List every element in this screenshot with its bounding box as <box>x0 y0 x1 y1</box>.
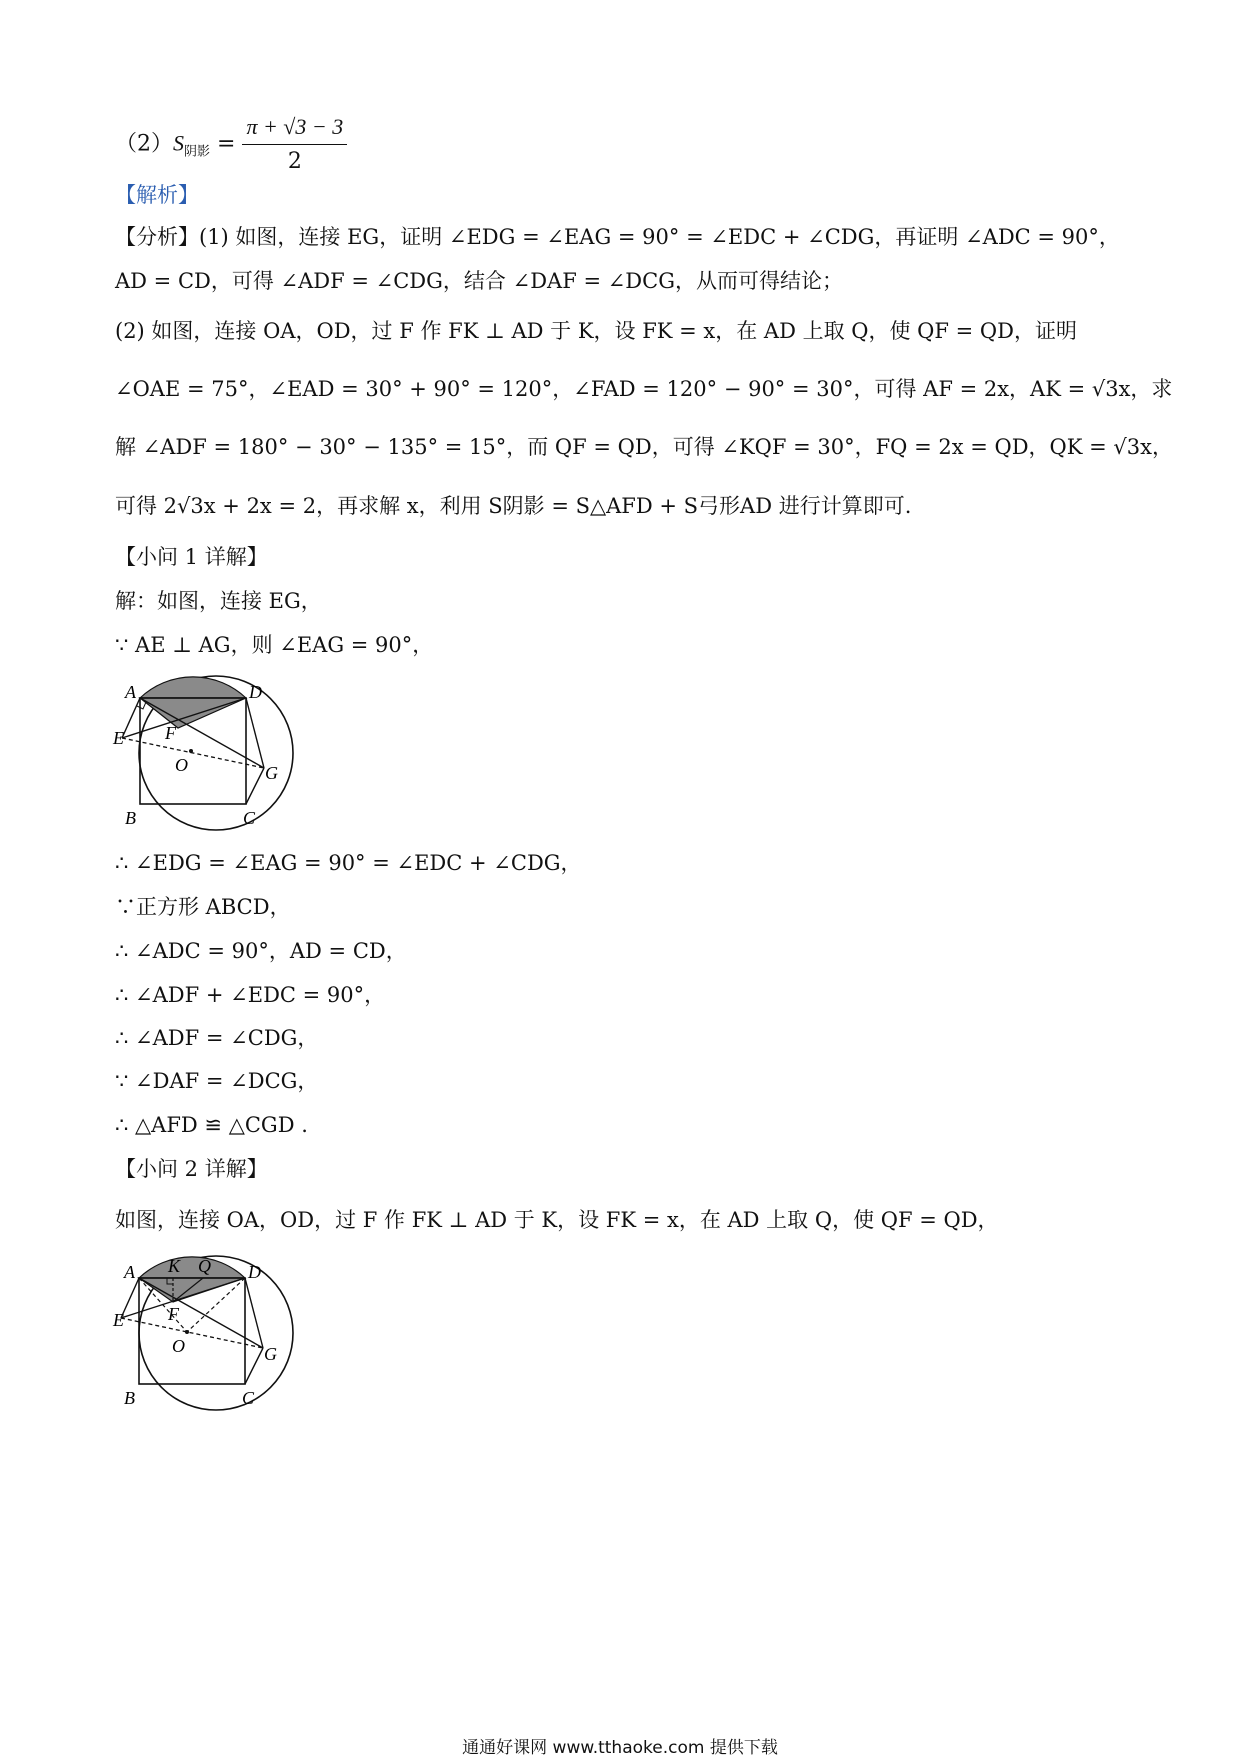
label-b: B <box>125 808 136 828</box>
fraction-denominator: 2 <box>287 149 302 174</box>
shaded-region <box>140 677 246 698</box>
figure-2-geometry <box>115 1242 335 1422</box>
segment-eg <box>121 1318 263 1348</box>
label-b: B <box>124 1388 135 1408</box>
q1-line-9: ∴ △AFD ≌ △CGD . <box>115 1113 308 1137</box>
analysis-line-4: ∠OAE = 75°，∠EAD = 30° + 90° = 120°，∠FAD = 120° − 90° = 30°，可得 AF = 2x，AK = √3x，求 <box>115 377 1173 401</box>
analysis-line-2: AD = CD，可得 ∠ADF = ∠CDG，结合 ∠DAF = ∠DCG，从而可得结论； <box>115 269 843 293</box>
label-e: E <box>113 1310 124 1330</box>
label-e: E <box>113 728 124 748</box>
q1-line-2: ∵ AE ⊥ AG，则 ∠EAG = 90°， <box>115 633 434 657</box>
page-footer: 通通好课网 www.tthaoke.com 提供下载 <box>462 1738 778 1758</box>
analysis-line-5: 解 ∠ADF = 180° − 30° − 135° = 15°，而 QF = QD，可得 ∠KQF = 30°，FQ = 2x = QD，QK = √3x， <box>115 435 1173 459</box>
segment-cg <box>245 1348 263 1384</box>
center-point <box>189 749 193 753</box>
label-q: Q <box>198 1256 211 1276</box>
answer-fraction <box>242 112 347 177</box>
label-o: O <box>175 755 188 775</box>
q1-line-8: ∵ ∠DAF = ∠DCG， <box>115 1069 319 1093</box>
equals-sign: = <box>210 131 243 157</box>
figure-1-geometry <box>115 664 335 844</box>
center-point <box>185 1330 189 1334</box>
label-f: F <box>165 723 176 743</box>
q1-line-3: ∴ ∠EDG = ∠EAG = 90° = ∠EDC + ∠CDG， <box>115 851 582 875</box>
label-d: D <box>248 1262 261 1282</box>
q2-line-1: 如图，连接 OA，OD，过 F 作 FK ⊥ AD 于 K，设 FK = x，在 AD 上取 Q，使 QF = QD， <box>115 1208 999 1232</box>
part2-answer <box>115 112 347 177</box>
label-k: K <box>168 1256 181 1276</box>
q1-line-1: 解：如图，连接 EG， <box>115 589 322 613</box>
q2-header: 【小问 2 详解】 <box>115 1157 268 1181</box>
area-symbol: S <box>173 130 184 156</box>
label-d: D <box>249 682 262 702</box>
analysis-line-3: (2) 如图，连接 OA，OD，过 F 作 FK ⊥ AD 于 K，设 FK = x，在 AD 上取 Q，使 QF = QD，证明 <box>115 319 1077 343</box>
analysis-line-1: 【分析】(1) 如图，连接 EG，证明 ∠EDG = ∠EAG = 90° = ∠EDC + ∠CDG，再证明 ∠ADC = 90°， <box>115 225 1120 249</box>
label-c: C <box>243 808 256 828</box>
q1-line-4: ∵正方形 ABCD， <box>115 895 291 919</box>
area-subscript: 阴影 <box>184 144 211 160</box>
segment-ae <box>122 698 140 738</box>
q1-line-5: ∴ ∠ADC = 90°，AD = CD， <box>115 939 407 963</box>
segment-cg <box>246 768 264 804</box>
part-label: （2） <box>115 131 173 157</box>
shaded-region <box>139 1257 245 1278</box>
segment-dg <box>246 698 264 768</box>
shaded-triangle <box>139 1278 245 1302</box>
label-g: G <box>264 1344 277 1364</box>
q1-line-6: ∴ ∠ADF + ∠EDC = 90°， <box>115 983 386 1007</box>
label-g: G <box>265 763 278 783</box>
analysis-line-6: 可得 2√3x + 2x = 2，再求解 x，利用 S阴影 = S△AFD + S弓形AD 进行计算即可. <box>115 494 912 518</box>
label-a: A <box>125 682 136 702</box>
analysis-header: 【解析】 <box>115 183 199 207</box>
label-f: F <box>168 1304 179 1324</box>
segment-eg <box>122 738 264 768</box>
q1-line-7: ∴ ∠ADF = ∠CDG， <box>115 1026 319 1050</box>
label-a: A <box>124 1262 135 1282</box>
fraction-numerator: π + √3 − 3 <box>242 112 347 145</box>
label-o: O <box>172 1336 185 1356</box>
q1-header: 【小问 1 详解】 <box>115 545 268 569</box>
segment-dg <box>245 1278 263 1348</box>
label-c: C <box>242 1388 255 1408</box>
